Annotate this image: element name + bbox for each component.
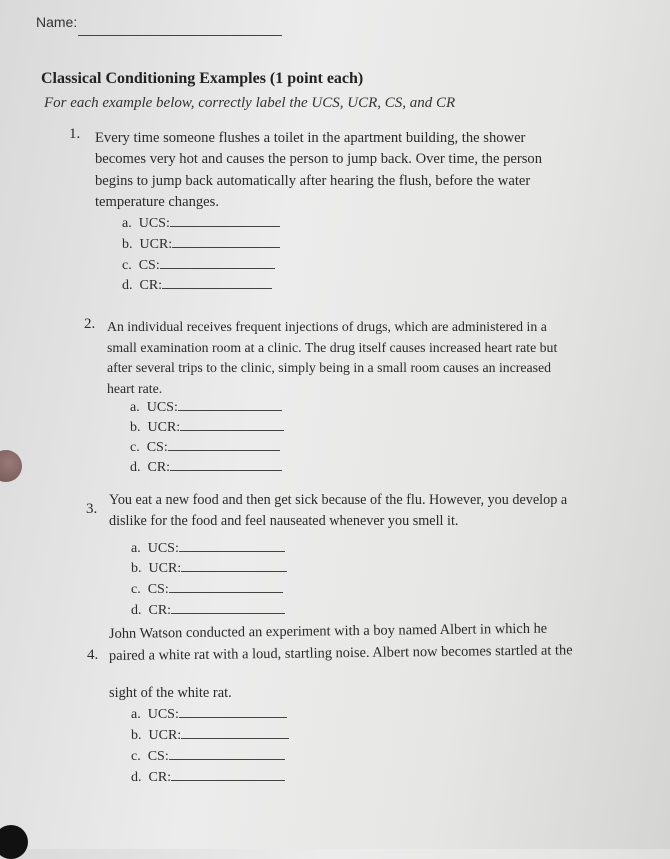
option-cs <box>130 438 280 458</box>
option-cr <box>130 458 282 478</box>
question-number: 4. <box>87 647 99 663</box>
option-ucs <box>122 214 280 234</box>
instructions: For each example below, correctly label the UCS, UCR, CS, and CR <box>44 95 456 111</box>
option-letter: d. <box>122 278 133 293</box>
option-cr <box>131 601 285 621</box>
question-text-line: heart rate. <box>107 381 163 396</box>
option-label: CR: <box>147 460 171 475</box>
answer-blank[interactable] <box>171 601 285 614</box>
option-letter: a. <box>131 707 141 722</box>
option-label: UCR: <box>139 237 173 252</box>
option-label: CS: <box>147 749 169 764</box>
answer-blank[interactable] <box>179 539 285 552</box>
page-title: Classical Conditioning Examples (1 point each) <box>41 70 364 87</box>
answer-blank[interactable] <box>170 214 280 227</box>
option-label: UCR: <box>148 561 182 576</box>
option-cr <box>131 768 285 788</box>
answer-blank[interactable] <box>178 398 282 411</box>
option-ucs <box>130 398 282 418</box>
option-label: UCS: <box>138 216 170 231</box>
name-field[interactable] <box>78 35 282 36</box>
question-text-line: small examination room at a clinic. The drug itself causes increased heart rate but <box>107 340 558 355</box>
answer-blank[interactable] <box>168 438 280 451</box>
option-ucr <box>131 726 289 746</box>
option-label: CR: <box>148 770 172 785</box>
question-number: 2. <box>84 316 96 332</box>
option-letter: c. <box>130 440 140 455</box>
answer-blank[interactable] <box>179 705 287 718</box>
answer-blank[interactable] <box>169 580 283 593</box>
answer-blank[interactable] <box>169 747 285 760</box>
option-letter: b. <box>131 728 142 743</box>
question-text-line: John Watson conducted an experiment with a boy named Albert in which he <box>108 620 548 642</box>
option-cs <box>122 256 275 276</box>
option-letter: b. <box>122 237 133 252</box>
option-letter: d. <box>130 460 141 475</box>
option-letter: a. <box>122 216 132 231</box>
name-label: Name: <box>36 14 78 30</box>
option-ucr <box>130 418 284 438</box>
question-text-line: dislike for the food and feel nauseated whenever you smell it. <box>109 513 459 529</box>
answer-blank[interactable] <box>162 276 272 289</box>
option-letter: d. <box>131 770 142 785</box>
option-label: UCR: <box>148 728 182 743</box>
option-letter: c. <box>131 749 141 764</box>
option-label: UCR: <box>147 420 181 435</box>
option-ucs <box>131 539 285 559</box>
question-text-line: after several trips to the clinic, simply being in a small room causes an increased <box>107 360 552 375</box>
option-letter: a. <box>130 400 140 415</box>
option-label: CR: <box>139 278 163 293</box>
question-text-line: paired a white rat with a loud, startling noise. Albert now becomes startled at the <box>108 642 573 664</box>
option-letter: c. <box>122 258 132 273</box>
option-letter: a. <box>131 541 141 556</box>
option-letter: d. <box>131 603 142 618</box>
question-text-line: begins to jump back automatically after hearing the flush, before the water <box>95 173 531 189</box>
option-label: CS: <box>138 258 160 273</box>
answer-blank[interactable] <box>170 458 282 471</box>
option-label: UCS: <box>147 541 179 556</box>
answer-blank[interactable] <box>160 256 275 269</box>
option-ucs <box>131 705 287 725</box>
answer-blank[interactable] <box>181 559 287 572</box>
option-letter: b. <box>130 420 141 435</box>
answer-blank[interactable] <box>172 235 280 248</box>
option-cs <box>131 747 285 767</box>
question-number: 1. <box>69 126 81 142</box>
option-ucr <box>131 559 287 579</box>
question-text-line: sight of the white rat. <box>109 685 232 701</box>
question-number: 3. <box>86 501 98 517</box>
punch-hole <box>0 825 28 859</box>
option-cr <box>122 276 272 296</box>
punch-hole <box>0 450 22 482</box>
question-text-line: An individual receives frequent injections of drugs, which are administered in a <box>107 319 547 334</box>
option-label: UCS: <box>146 400 178 415</box>
option-label: CR: <box>148 603 172 618</box>
option-label: CS: <box>147 582 169 597</box>
question-text-line: becomes very hot and causes the person to jump back. Over time, the person <box>95 151 543 167</box>
question-text-line: Every time someone flushes a toilet in the apartment building, the shower <box>95 130 526 146</box>
option-cs <box>131 580 283 600</box>
option-label: UCS: <box>147 707 179 722</box>
answer-blank[interactable] <box>171 768 285 781</box>
option-letter: c. <box>131 582 141 597</box>
answer-blank[interactable] <box>180 418 284 431</box>
option-letter: b. <box>131 561 142 576</box>
answer-blank[interactable] <box>181 726 289 739</box>
question-text-line: temperature changes. <box>95 194 219 210</box>
option-label: CS: <box>146 440 168 455</box>
question-text-line: You eat a new food and then get sick because of the flu. However, you develop a <box>109 492 568 508</box>
option-ucr <box>122 235 280 255</box>
